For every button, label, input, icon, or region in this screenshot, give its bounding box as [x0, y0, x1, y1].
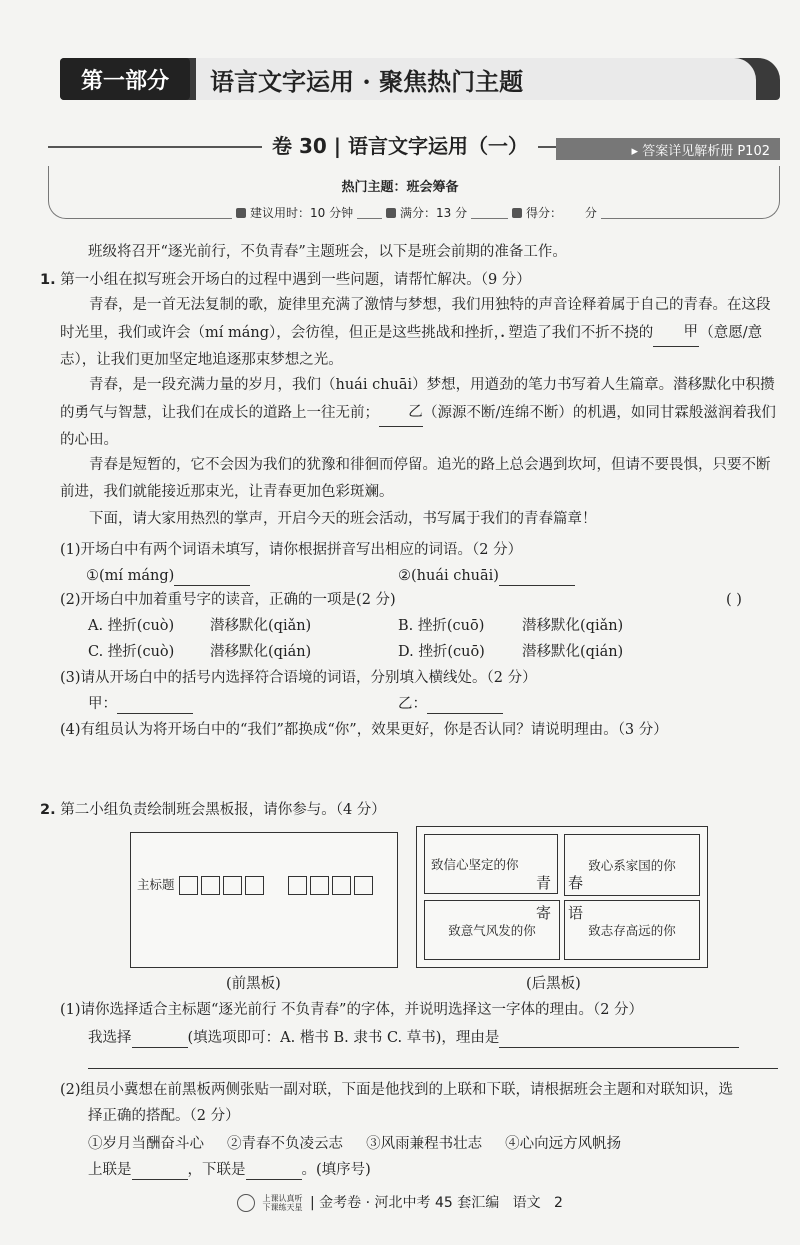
option-a1[interactable]: A. 挫折(cuò) [88, 618, 175, 634]
p2-text-a: 青春，是一段充满力量的岁月，我们（huái chuāi）梦想，用遒劲的笔力书写着人生篇章。 [89, 377, 674, 393]
sub1-a-label: ①(mí máng) [86, 568, 175, 584]
couplet-options: ①岁月当酬奋斗心 ②青春不负凌云志 ③风雨兼程书壮志 ④心向远方风帆扬 [88, 1136, 622, 1152]
choose-label: 我选择 [88, 1030, 132, 1046]
q2-sub1-answer [88, 1028, 739, 1048]
answer-paren[interactable]: ( ) [726, 592, 742, 608]
answer-blank-huaichuai[interactable] [499, 571, 575, 586]
char-ji: 寄 [536, 904, 552, 922]
back-cell-tr: 致心系家国的你 [564, 834, 700, 896]
back-board-caption: (后黑板) [526, 976, 581, 992]
intro: 班级将召开“逐光前行，不负青春”主题班会，以下是班会前期的准备工作。 [88, 244, 567, 260]
page-number: 2 [553, 1195, 563, 1211]
front-board-caption: (前黑板) [226, 976, 281, 992]
back-cell-tl: 致信心坚定的你 [424, 834, 558, 894]
passage-p3: 青春是短暂的，它不会因为我们的犹豫和徘徊而停留。追光的路上总会遇到坎坷，但请不要畏惧，只要不断前进，我们就能接近那束光，让青春更加色彩斑斓。 [60, 457, 771, 500]
title-box[interactable] [310, 876, 329, 895]
back-cell-bl: 致意气风发的你 [424, 900, 560, 960]
q1-stem-text: 第一小组在拟写班会开场白的过程中遇到一些问题，请帮忙解决。（9 分） [60, 272, 531, 288]
char-chun: 春 [568, 874, 584, 892]
option-b1[interactable]: B. 挫折(cuō) [398, 618, 485, 634]
blank-jia[interactable]: 甲 [653, 319, 699, 347]
q1-sub3-jia [88, 694, 193, 714]
title-box[interactable] [354, 876, 373, 895]
q1-sub3-yi [398, 694, 503, 714]
char-yu: 语 [568, 904, 584, 922]
option-b2: 潜移默化(qiǎn) [522, 618, 624, 634]
brand-logo-icon [237, 1194, 255, 1212]
p1-text-b: 折，塑造了我们不折不挠的 [479, 325, 654, 341]
title-box[interactable] [245, 876, 264, 895]
q2-sub2: (2)组员小冀想在前黑板两侧张贴一副对联，下面是他找到的上联和下联，请根据班会主题和对联知识，选 [60, 1082, 734, 1098]
q2-stem-text: 第二小组负责绘制班会黑板报，请你参与。（4 分） [60, 802, 386, 818]
q1-sub4: (4)有组员认为将开场白中的“我们”都换成“你”，效果更好，你是否认同？请说明理由。（3 分） [60, 722, 668, 738]
p2-text-b: 移默化中积攒的勇气与智慧，让我们在成长的道路上一往无前； [60, 377, 775, 421]
passage-p1 [60, 292, 780, 374]
score-icon [386, 208, 396, 218]
title-box[interactable] [223, 876, 242, 895]
option-c2: 潜移默化(qián) [210, 644, 312, 660]
upper-blank[interactable] [132, 1165, 188, 1180]
q1-number: 1. [40, 272, 56, 288]
q1-sub1-a [86, 566, 250, 586]
book-title: 金考卷 · 河北中考 45 套汇编 [319, 1195, 500, 1211]
blank-yi[interactable]: 乙 [379, 399, 423, 427]
answer-blank-jia[interactable] [117, 699, 193, 714]
option-d2: 潜移默化(qián) [522, 644, 624, 660]
meta-time-text: 建议用时：10 分钟 [250, 206, 354, 220]
couplet-answer [88, 1160, 371, 1180]
p2-text-c: （源源不断/连绵不断）的机遇，如同甘霖般滋润着我们的心田。 [60, 405, 776, 448]
passage-p4: 下面，请大家用热烈的掌声，开启今天的班会活动，书写属于我们的青春篇章！ [89, 511, 597, 527]
volume-title: 卷 30 | 语言文字运用（一） [262, 130, 538, 159]
q2-stem [40, 800, 386, 820]
title-box[interactable] [332, 876, 351, 895]
title-box[interactable] [201, 876, 220, 895]
jia-label: 甲： [88, 696, 117, 712]
section-title: 语言文字运用 · 聚焦热门主题 [196, 58, 756, 100]
reason-blank[interactable] [499, 1033, 739, 1048]
q1-sub2: (2)开场白中加着重号字的读音，正确的一项是(2 分) [60, 592, 396, 608]
q1-sub1: (1)开场白中有两个词语未填写，请你根据拼音写出相应的词语。（2 分） [60, 542, 523, 558]
topic: 热门主题：班会筹备 [341, 180, 459, 195]
sub1-b-label: ②(huái chuāi) [398, 568, 499, 584]
subject: 语文 [512, 1195, 541, 1211]
clock-icon [236, 208, 246, 218]
q2-sub2-cont: 择正确的搭配。（2 分） [88, 1108, 240, 1124]
q2-number: 2. [40, 802, 56, 818]
option-d1[interactable]: D. 挫折(cuō) [398, 644, 485, 660]
p1-text-c: （意愿/意志），让我们更加坚定地追逐那束梦想之光。 [60, 325, 763, 368]
reason-line[interactable] [88, 1068, 778, 1069]
answer-reference: ▸ 答案详见解析册 P102 [556, 138, 780, 160]
main-title-label: 主标题 [137, 877, 175, 892]
choose-options: (填选项即可：A. 楷书 B. 隶书 C. 草书)，理由是 [187, 1030, 500, 1046]
answer-blank-mimang[interactable] [174, 571, 250, 586]
pen-icon [512, 208, 522, 218]
q1-stem [40, 270, 531, 290]
front-board [130, 832, 398, 968]
emphasis-char-qian: 潜 • [673, 377, 688, 393]
front-board-title-row [137, 875, 376, 895]
part-badge: 第一部分 [60, 58, 190, 100]
q1-sub1-b [398, 566, 575, 586]
title-box[interactable] [179, 876, 198, 895]
meta-full-text: 满分：13 分 [400, 206, 468, 220]
font-choice-blank[interactable] [132, 1033, 188, 1048]
meta-full [382, 204, 471, 221]
meta-time [232, 204, 357, 221]
brand-slogan: 上课认真听 下课练天星 [262, 1194, 303, 1212]
meta-score-text: 得分： 分 [526, 206, 597, 220]
lower-blank[interactable] [246, 1165, 302, 1180]
p1-text-a: 青春，是一首无法复制的歌，旋律里充满了激情与梦想，我们用独特的声音诠释着属于自己的青春。在这段时光里，我们或许会（mí máng），会彷徨，但正是这些挑战和 [60, 297, 771, 341]
answer-blank-yi[interactable] [427, 699, 503, 714]
yi-label: 乙： [398, 696, 427, 712]
option-a2: 潜移默化(qiǎn) [210, 618, 312, 634]
lower-label: ，下联是 [187, 1162, 246, 1178]
emphasis-char-cuo: 挫 • [465, 325, 480, 341]
q2-sub1: (1)请你选择适合主标题“逐光前行 不负青春”的字体，并说明选择这一字体的理由。（2 分） [60, 1002, 644, 1018]
title-box[interactable] [288, 876, 307, 895]
passage-p2 [60, 372, 780, 454]
upper-label: 上联是 [88, 1162, 132, 1178]
q1-sub3: (3)请从开场白中的括号内选择符合语境的词语，分别填入横线处。（2 分） [60, 670, 537, 686]
meta-score [508, 204, 601, 221]
fill-hint: 。(填序号) [301, 1162, 371, 1178]
char-qing: 青 [536, 874, 552, 892]
footer: 上课认真听 下课练天星 | 金考卷 · 河北中考 45 套汇编 语文 2 [0, 1192, 800, 1212]
option-c1[interactable]: C. 挫折(cuò) [88, 644, 175, 660]
back-cell-br: 致志存高远的你 [564, 900, 700, 960]
